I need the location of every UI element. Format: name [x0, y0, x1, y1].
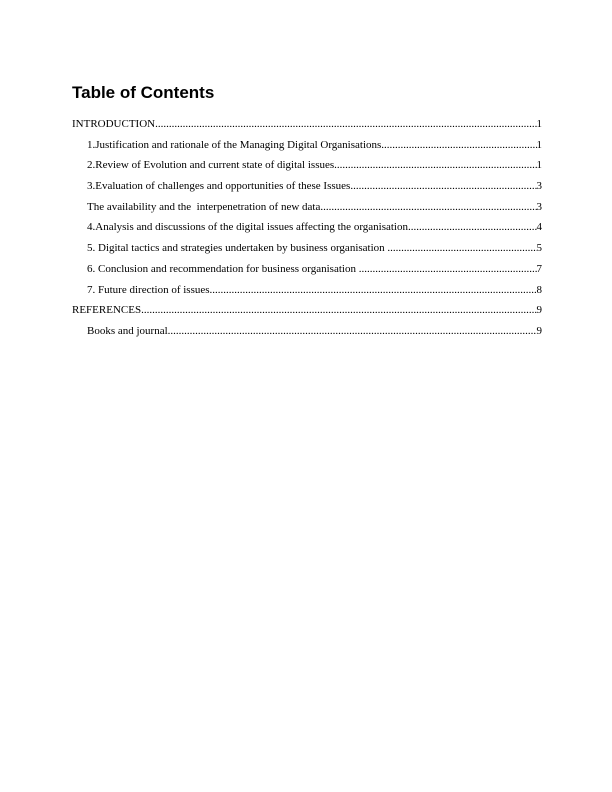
toc-dot-leader	[210, 280, 537, 301]
toc-entry[interactable]	[72, 300, 542, 321]
toc-entry-label: 2.Review of Evolution and current state of digital issues	[87, 159, 335, 172]
toc-entry-label: 4.Analysis and discussions of the digital issues affecting the organisation	[87, 221, 408, 234]
toc-dot-leader	[334, 155, 536, 176]
toc-entry-label: Books and journal	[87, 324, 168, 337]
toc-entry-label: 6. Conclusion and recommendation for business organisation	[87, 262, 359, 275]
toc-entry[interactable]	[72, 135, 542, 156]
toc-entry-page: 3	[536, 180, 542, 193]
toc-entry-page: 1	[536, 118, 542, 130]
toc-entry-page: 9	[536, 324, 542, 337]
toc-entry-page: 1	[536, 138, 542, 151]
toc-dot-leader	[320, 197, 536, 218]
table-of-contents	[72, 114, 542, 342]
toc-entry-label: 5. Digital tactics and strategies undertaken by business organisation	[87, 242, 388, 255]
toc-dot-leader	[168, 321, 537, 342]
toc-entry-page: 7	[536, 262, 542, 275]
toc-entry[interactable]	[72, 259, 542, 280]
toc-entry[interactable]	[72, 280, 542, 301]
toc-entry[interactable]	[72, 197, 542, 218]
toc-entry-page: 1	[536, 159, 542, 172]
toc-entry-label: 7. Future direction of issues	[87, 283, 210, 296]
toc-entry-label: INTRODUCTION	[72, 118, 156, 130]
toc-dot-leader	[381, 135, 536, 156]
toc-entry[interactable]	[72, 176, 542, 197]
toc-dot-leader	[155, 114, 536, 135]
toc-entry-page: 5	[536, 242, 542, 255]
toc-dot-leader	[408, 217, 537, 238]
toc-dot-leader	[141, 300, 536, 321]
toc-entry-label: 3.Evaluation of challenges and opportunities of these Issues	[87, 180, 351, 193]
toc-entry-page: 3	[536, 200, 542, 213]
toc-dot-leader	[387, 238, 536, 259]
toc-entry[interactable]	[72, 114, 542, 135]
toc-entry-page: 8	[536, 283, 542, 296]
toc-entry-label: REFERENCES	[72, 304, 142, 317]
toc-entry[interactable]	[72, 321, 542, 342]
toc-entry[interactable]	[72, 155, 542, 176]
toc-entry[interactable]	[72, 238, 542, 259]
toc-title: Table of Contents	[72, 83, 215, 102]
toc-entry-page: 9	[536, 304, 542, 317]
toc-entry-label: 1.Justification and rationale of the Managing Digital Organisations	[87, 138, 382, 151]
toc-dot-leader	[359, 259, 537, 280]
toc-dot-leader	[350, 176, 536, 197]
toc-entry[interactable]	[72, 217, 542, 238]
toc-entry-label: The availability and the interpenetration of new data	[87, 200, 321, 213]
toc-entry-page: 4	[536, 221, 542, 234]
